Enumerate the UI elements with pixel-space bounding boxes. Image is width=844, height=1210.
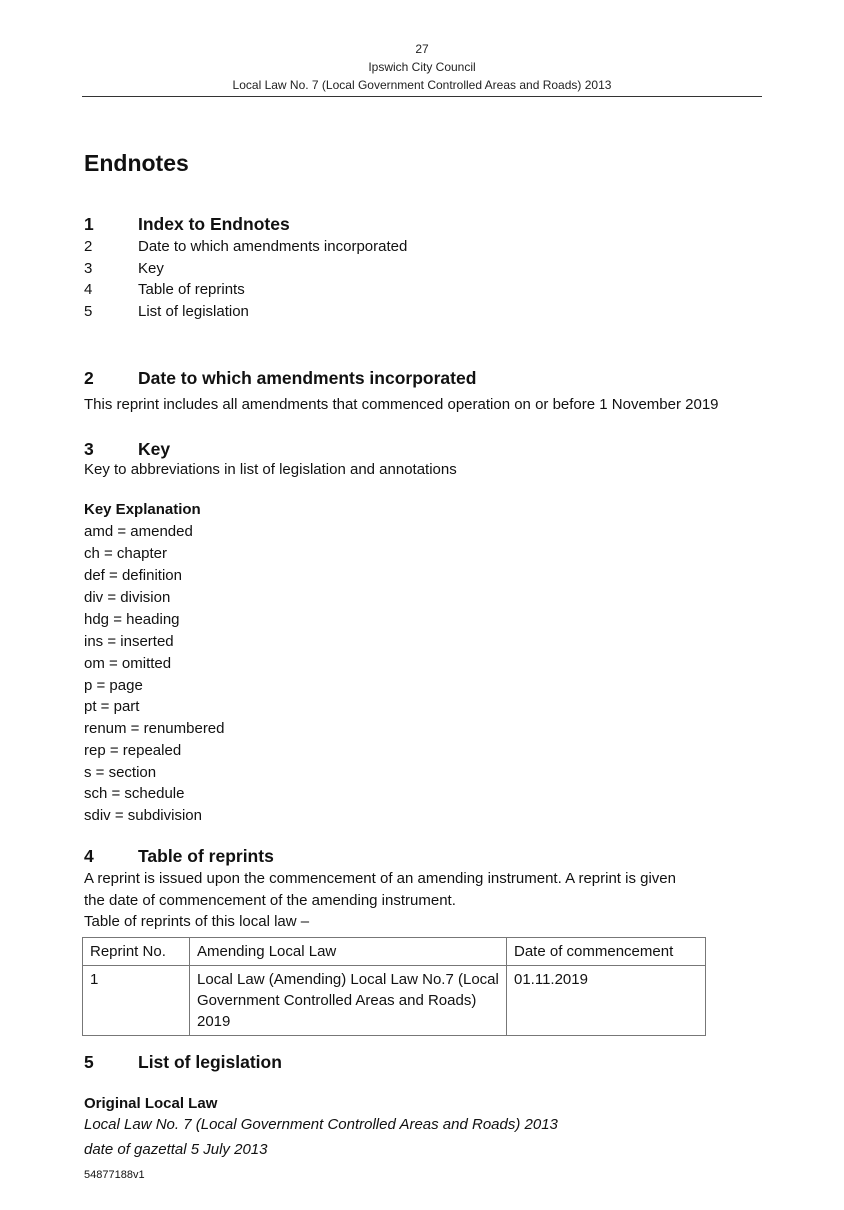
original-local-law-heading: Original Local Law xyxy=(84,1095,218,1112)
abbreviation-item: pt = part xyxy=(84,698,140,715)
column-header-reprint-no: Reprint No. xyxy=(83,938,190,966)
cell-amending-law: Local Law (Amending) Local Law No.7 (Local Government Controlled Areas and Roads) 2019 xyxy=(190,966,507,1036)
section-2-heading: Date to which amendments incorporated xyxy=(138,368,477,388)
abbreviation-item: hdg = heading xyxy=(84,611,180,628)
section-2-text: This reprint includes all amendments that commenced operation on or before 1 November 2019 xyxy=(84,396,719,413)
index-item-1-number: 1 xyxy=(84,214,94,234)
abbreviation-item: amd = amended xyxy=(84,523,193,540)
abbreviation-item: ch = chapter xyxy=(84,545,167,562)
abbreviation-item: div = division xyxy=(84,589,171,606)
abbreviation-item: om = omitted xyxy=(84,655,172,672)
section-2-number: 2 xyxy=(84,368,94,388)
section-4-text-line-2: the date of commencement of the amending instrument. xyxy=(84,892,456,909)
abbreviation-item: renum = renumbered xyxy=(84,720,225,737)
index-item-5-label: List of legislation xyxy=(138,303,249,320)
header-law-title: Local Law No. 7 (Local Government Controlled Areas and Roads) 2013 xyxy=(232,78,612,92)
index-item-2-number: 2 xyxy=(84,238,93,255)
index-item-1-label: Index to Endnotes xyxy=(138,214,290,234)
section-4-number: 4 xyxy=(84,846,94,866)
table-header-row xyxy=(83,938,706,966)
header-council: Ipswich City Council xyxy=(368,60,476,74)
gazettal-date: date of gazettal 5 July 2013 xyxy=(84,1141,268,1158)
index-item-5-number: 5 xyxy=(84,303,93,320)
index-item-4-number: 4 xyxy=(84,281,93,298)
original-law-name: Local Law No. 7 (Local Government Controlled Areas and Roads) 2013 xyxy=(84,1116,558,1133)
column-header-amending-law: Amending Local Law xyxy=(190,938,507,966)
index-item-2-label: Date to which amendments incorporated xyxy=(138,238,408,255)
abbreviation-item: ins = inserted xyxy=(84,633,174,650)
index-item-4-label: Table of reprints xyxy=(138,281,245,298)
abbreviation-item: p = page xyxy=(84,677,143,694)
reprints-table-intro: Table of reprints of this local law – xyxy=(84,913,310,930)
section-3-heading: Key xyxy=(138,439,171,459)
abbreviation-item: sch = schedule xyxy=(84,785,185,802)
index-item-3-label: Key xyxy=(138,260,164,277)
section-5-number: 5 xyxy=(84,1052,94,1072)
section-3-intro: Key to abbreviations in list of legislation and annotations xyxy=(84,461,457,478)
page-title: Endnotes xyxy=(84,150,189,176)
cell-date: 01.11.2019 xyxy=(507,966,706,1036)
header-page-number: 27 xyxy=(415,42,429,56)
reprints-table xyxy=(82,937,706,1036)
abbreviation-item: def = definition xyxy=(84,567,182,584)
header-divider xyxy=(82,96,762,97)
abbreviation-item: s = section xyxy=(84,764,157,781)
column-header-date: Date of commencement xyxy=(507,938,706,966)
section-4-heading: Table of reprints xyxy=(138,846,274,866)
section-5-heading: List of legislation xyxy=(138,1052,282,1072)
index-item-3-number: 3 xyxy=(84,260,93,277)
abbreviation-item: rep = repealed xyxy=(84,742,182,759)
key-explanation-heading: Key Explanation xyxy=(84,501,201,518)
document-id: 54877188v1 xyxy=(84,1169,145,1181)
cell-reprint-no: 1 xyxy=(83,966,190,1036)
section-4-text-line-1: A reprint is issued upon the commencement of an amending instrument. A reprint is given xyxy=(84,870,676,887)
section-3-number: 3 xyxy=(84,439,94,459)
table-row xyxy=(83,966,706,1036)
abbreviation-item: sdiv = subdivision xyxy=(84,807,202,824)
